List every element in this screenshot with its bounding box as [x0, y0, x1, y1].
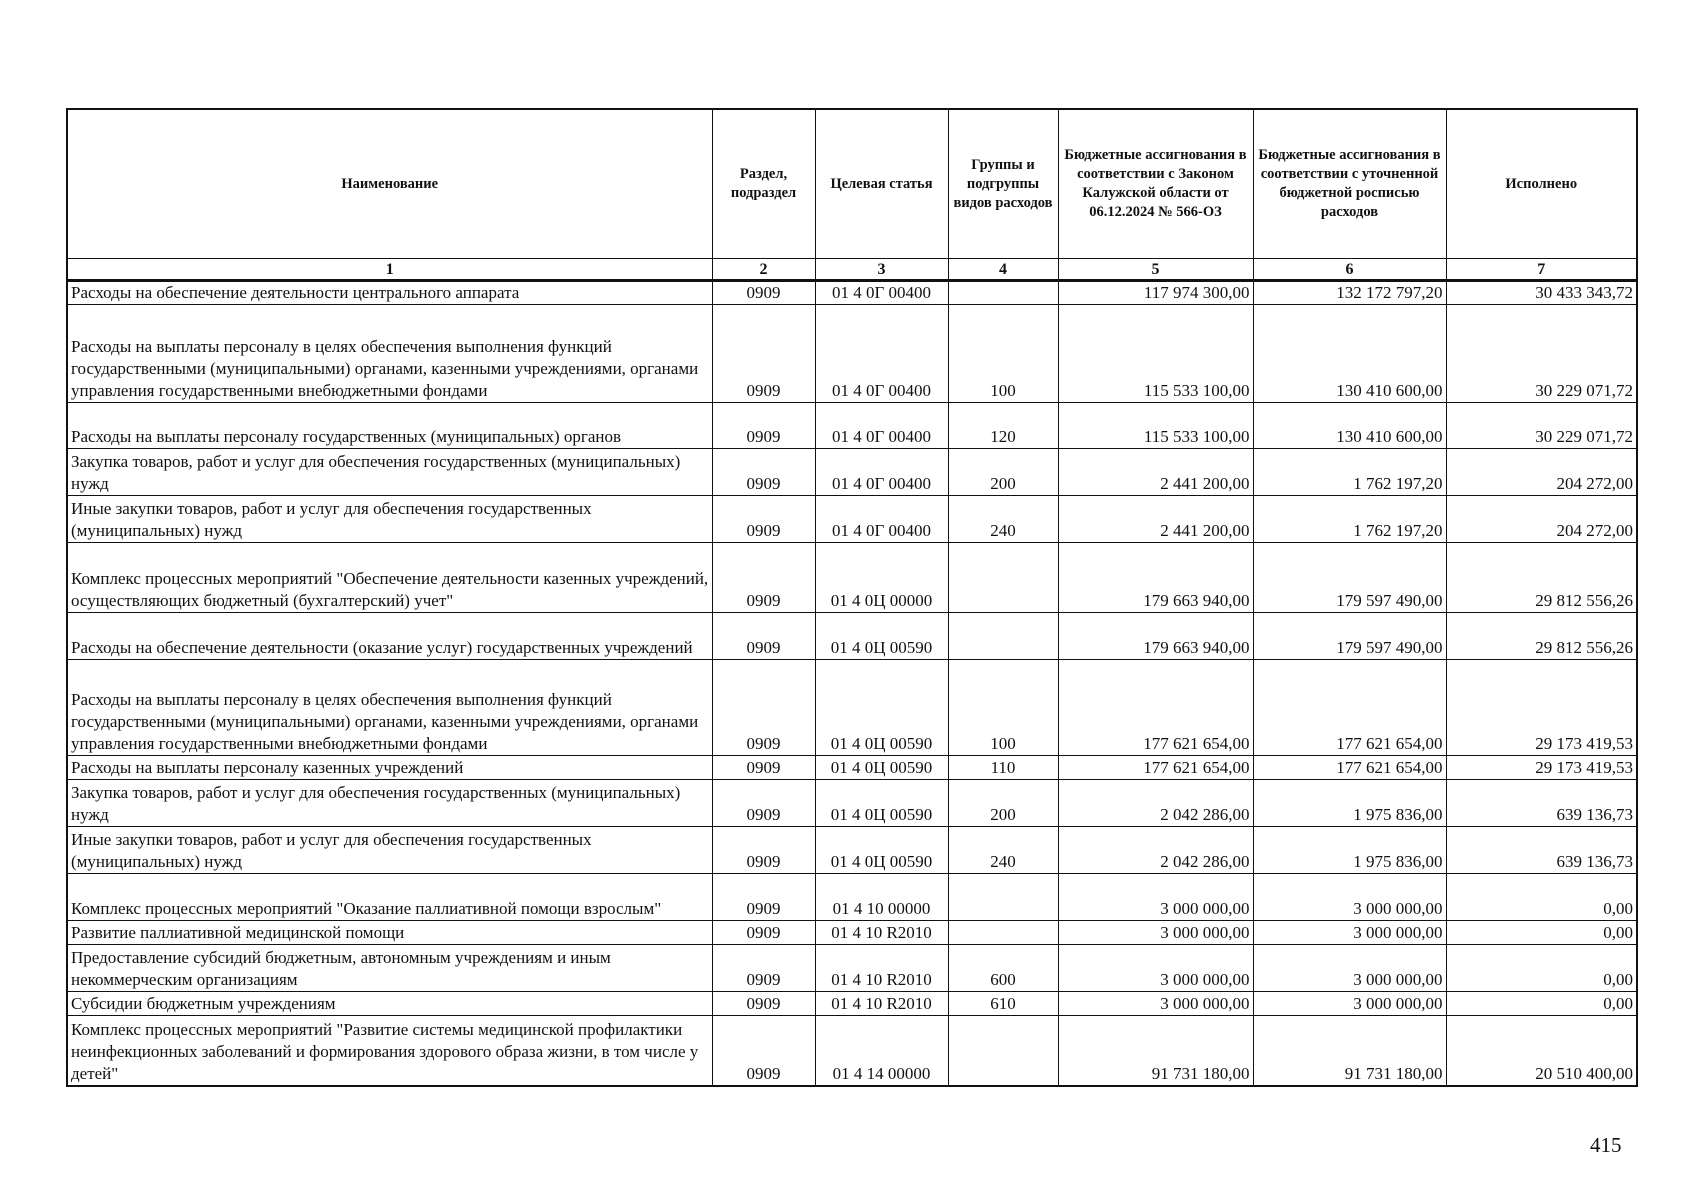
header-target: Целевая статья — [815, 109, 948, 259]
row-refined-amount: 132 172 797,20 — [1253, 281, 1446, 305]
row-refined-amount: 3 000 000,00 — [1253, 874, 1446, 921]
row-refined-amount: 177 621 654,00 — [1253, 660, 1446, 756]
row-target: 01 4 0Ц 00590 — [815, 613, 948, 660]
row-name: Закупка товаров, работ и услуг для обеспечения государственных (муниципальных) нужд — [67, 780, 712, 827]
row-target: 01 4 0Ц 00590 — [815, 756, 948, 780]
row-section: 0909 — [712, 992, 815, 1016]
header-refined: Бюджетные ассигнования в соответствии с уточненной бюджетной росписью расходов — [1253, 109, 1446, 259]
table-row — [67, 449, 1637, 496]
row-done-amount: 29 173 419,53 — [1446, 756, 1637, 780]
header-groups: Группы и подгруппы видов расходов — [948, 109, 1058, 259]
row-group — [948, 281, 1058, 305]
row-done-amount: 30 229 071,72 — [1446, 403, 1637, 449]
row-law-amount: 2 042 286,00 — [1058, 827, 1253, 874]
column-number: 2 — [712, 259, 815, 281]
column-number: 6 — [1253, 259, 1446, 281]
row-done-amount: 30 433 343,72 — [1446, 281, 1637, 305]
table-row — [67, 543, 1637, 613]
row-name: Расходы на обеспечение деятельности (оказание услуг) государственных учреждений — [67, 613, 712, 660]
table-row — [67, 945, 1637, 992]
table-row — [67, 305, 1637, 403]
row-section: 0909 — [712, 449, 815, 496]
row-section: 0909 — [712, 281, 815, 305]
row-target: 01 4 0Ц 00590 — [815, 660, 948, 756]
row-group: 240 — [948, 827, 1058, 874]
row-section: 0909 — [712, 305, 815, 403]
budget-table-container — [66, 108, 1636, 1087]
row-refined-amount: 179 597 490,00 — [1253, 613, 1446, 660]
table-row — [67, 874, 1637, 921]
row-done-amount: 639 136,73 — [1446, 780, 1637, 827]
row-group: 600 — [948, 945, 1058, 992]
row-name: Иные закупки товаров, работ и услуг для обеспечения государственных (муниципальных) нужд — [67, 827, 712, 874]
row-law-amount: 2 441 200,00 — [1058, 449, 1253, 496]
row-name: Предоставление субсидий бюджетным, автономным учреждениям и иным некоммерческим организациям — [67, 945, 712, 992]
column-number: 5 — [1058, 259, 1253, 281]
row-section: 0909 — [712, 613, 815, 660]
row-law-amount: 3 000 000,00 — [1058, 874, 1253, 921]
table-row — [67, 921, 1637, 945]
row-law-amount: 3 000 000,00 — [1058, 992, 1253, 1016]
row-group — [948, 874, 1058, 921]
row-refined-amount: 91 731 180,00 — [1253, 1016, 1446, 1086]
row-law-amount: 117 974 300,00 — [1058, 281, 1253, 305]
row-refined-amount: 1 975 836,00 — [1253, 827, 1446, 874]
row-law-amount: 91 731 180,00 — [1058, 1016, 1253, 1086]
row-target: 01 4 0Г 00400 — [815, 403, 948, 449]
table-row — [67, 496, 1637, 543]
row-done-amount: 29 173 419,53 — [1446, 660, 1637, 756]
row-law-amount: 3 000 000,00 — [1058, 921, 1253, 945]
row-done-amount: 29 812 556,26 — [1446, 613, 1637, 660]
row-section: 0909 — [712, 1016, 815, 1086]
row-name: Комплекс процессных мероприятий "Оказание паллиативной помощи взрослым" — [67, 874, 712, 921]
row-name: Закупка товаров, работ и услуг для обеспечения государственных (муниципальных) нужд — [67, 449, 712, 496]
row-law-amount: 2 441 200,00 — [1058, 496, 1253, 543]
row-refined-amount: 130 410 600,00 — [1253, 403, 1446, 449]
header-row — [67, 109, 1637, 259]
row-done-amount: 29 812 556,26 — [1446, 543, 1637, 613]
row-law-amount: 177 621 654,00 — [1058, 756, 1253, 780]
table-row — [67, 281, 1637, 305]
row-section: 0909 — [712, 660, 815, 756]
row-group — [948, 1016, 1058, 1086]
row-refined-amount: 179 597 490,00 — [1253, 543, 1446, 613]
row-group: 200 — [948, 449, 1058, 496]
row-done-amount: 30 229 071,72 — [1446, 305, 1637, 403]
row-section: 0909 — [712, 496, 815, 543]
row-refined-amount: 3 000 000,00 — [1253, 921, 1446, 945]
table-row — [67, 403, 1637, 449]
table-row — [67, 756, 1637, 780]
row-done-amount: 0,00 — [1446, 921, 1637, 945]
row-law-amount: 115 533 100,00 — [1058, 403, 1253, 449]
row-target: 01 4 0Г 00400 — [815, 449, 948, 496]
table-row — [67, 613, 1637, 660]
row-law-amount: 179 663 940,00 — [1058, 613, 1253, 660]
header-law: Бюджетные ассигнования в соответствии с Законом Калужской области от 06.12.2024 № 566-ОЗ — [1058, 109, 1253, 259]
row-target: 01 4 0Г 00400 — [815, 281, 948, 305]
table-row — [67, 660, 1637, 756]
header-section: Раздел, подраздел — [712, 109, 815, 259]
row-name: Субсидии бюджетным учреждениям — [67, 992, 712, 1016]
row-group: 100 — [948, 660, 1058, 756]
row-law-amount: 179 663 940,00 — [1058, 543, 1253, 613]
row-refined-amount: 3 000 000,00 — [1253, 992, 1446, 1016]
budget-table — [66, 108, 1638, 1087]
row-name: Расходы на выплаты персоналу в целях обеспечения выполнения функций государственными (муниципальными) органами, казенными учреждениями, органами управления государственными внебюджетными фондами — [67, 305, 712, 403]
row-name: Расходы на выплаты персоналу в целях обеспечения выполнения функций государственными (муниципальными) органами, казенными учреждениями, органами управления государственными внебюджетными фондами — [67, 660, 712, 756]
row-group — [948, 921, 1058, 945]
row-section: 0909 — [712, 874, 815, 921]
row-law-amount: 177 621 654,00 — [1058, 660, 1253, 756]
row-refined-amount: 177 621 654,00 — [1253, 756, 1446, 780]
row-refined-amount: 1 762 197,20 — [1253, 449, 1446, 496]
row-section: 0909 — [712, 827, 815, 874]
row-group: 120 — [948, 403, 1058, 449]
row-law-amount: 115 533 100,00 — [1058, 305, 1253, 403]
column-number: 4 — [948, 259, 1058, 281]
row-done-amount: 0,00 — [1446, 945, 1637, 992]
row-group: 110 — [948, 756, 1058, 780]
row-law-amount: 2 042 286,00 — [1058, 780, 1253, 827]
row-name: Расходы на обеспечение деятельности центрального аппарата — [67, 281, 712, 305]
column-number: 1 — [67, 259, 712, 281]
column-number: 3 — [815, 259, 948, 281]
row-section: 0909 — [712, 921, 815, 945]
row-section: 0909 — [712, 780, 815, 827]
row-name: Иные закупки товаров, работ и услуг для обеспечения государственных (муниципальных) нужд — [67, 496, 712, 543]
row-section: 0909 — [712, 945, 815, 992]
row-done-amount: 0,00 — [1446, 874, 1637, 921]
row-target: 01 4 10 00000 — [815, 874, 948, 921]
table-row — [67, 1016, 1637, 1086]
row-name: Развитие паллиативной медицинской помощи — [67, 921, 712, 945]
row-law-amount: 3 000 000,00 — [1058, 945, 1253, 992]
row-done-amount: 20 510 400,00 — [1446, 1016, 1637, 1086]
row-target: 01 4 10 R2010 — [815, 921, 948, 945]
row-target: 01 4 10 R2010 — [815, 945, 948, 992]
table-row — [67, 992, 1637, 1016]
row-target: 01 4 0Ц 00590 — [815, 827, 948, 874]
row-section: 0909 — [712, 756, 815, 780]
row-refined-amount: 1 762 197,20 — [1253, 496, 1446, 543]
column-number: 7 — [1446, 259, 1637, 281]
row-group: 610 — [948, 992, 1058, 1016]
row-section: 0909 — [712, 403, 815, 449]
row-refined-amount: 1 975 836,00 — [1253, 780, 1446, 827]
row-target: 01 4 0Г 00400 — [815, 305, 948, 403]
row-group: 100 — [948, 305, 1058, 403]
row-done-amount: 204 272,00 — [1446, 496, 1637, 543]
row-name: Расходы на выплаты персоналу государственных (муниципальных) органов — [67, 403, 712, 449]
row-done-amount: 204 272,00 — [1446, 449, 1637, 496]
row-target: 01 4 0Ц 00000 — [815, 543, 948, 613]
column-numbers-row — [67, 259, 1637, 281]
page-number: 415 — [1590, 1133, 1622, 1157]
table-row — [67, 827, 1637, 874]
row-name: Комплекс процессных мероприятий "Обеспечение деятельности казенных учреждений, осуществляющих бюджетный (бухгалтерский) учет" — [67, 543, 712, 613]
row-group: 200 — [948, 780, 1058, 827]
row-group — [948, 543, 1058, 613]
row-name: Комплекс процессных мероприятий "Развитие системы медицинской профилактики неинфекционных заболеваний и формирования здорового образа жизни, в том числе у детей" — [67, 1016, 712, 1086]
row-target: 01 4 0Г 00400 — [815, 496, 948, 543]
row-target: 01 4 14 00000 — [815, 1016, 948, 1086]
row-group: 240 — [948, 496, 1058, 543]
row-done-amount: 639 136,73 — [1446, 827, 1637, 874]
header-done: Исполнено — [1446, 109, 1637, 259]
row-section: 0909 — [712, 543, 815, 613]
row-target: 01 4 0Ц 00590 — [815, 780, 948, 827]
header-name: Наименование — [67, 109, 712, 259]
row-target: 01 4 10 R2010 — [815, 992, 948, 1016]
row-done-amount: 0,00 — [1446, 992, 1637, 1016]
row-refined-amount: 3 000 000,00 — [1253, 945, 1446, 992]
row-group — [948, 613, 1058, 660]
row-refined-amount: 130 410 600,00 — [1253, 305, 1446, 403]
row-name: Расходы на выплаты персоналу казенных учреждений — [67, 756, 712, 780]
table-row — [67, 780, 1637, 827]
